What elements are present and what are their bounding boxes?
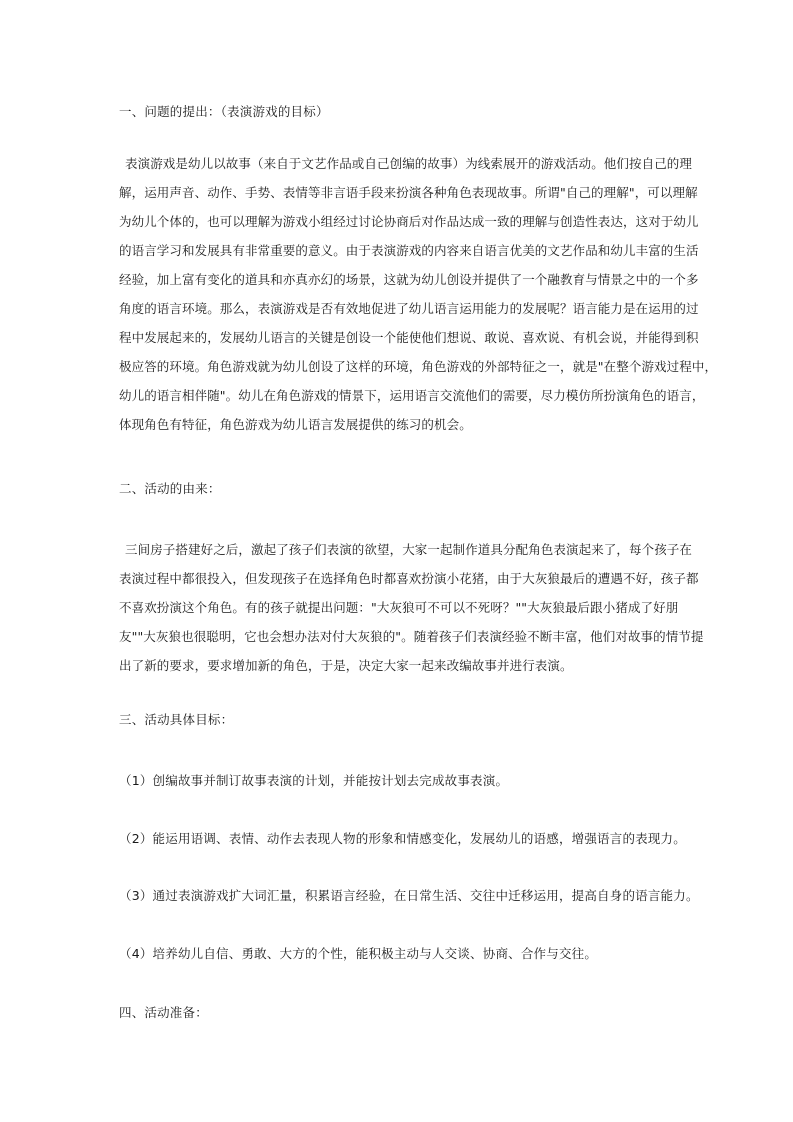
paragraph-line: 不喜欢扮演这个角色。有的孩子就提出问题："大灰狼可不可以不死呀？""大灰狼最后跟小猪成了好朋 — [119, 600, 679, 615]
goal-item-4: （4）培养幼儿自信、勇敢、大方的个性，能积极主动与人交谈、协商、合作与交往。 — [119, 946, 598, 961]
paragraph-line: 三间房子搭建好之后，激起了孩子们表演的欲望，大家一起制作道具分配角色表演起来了，每个孩子在 — [125, 542, 693, 557]
paragraph-line: 经验，加上富有变化的道具和亦真亦幻的场景，这就为幼儿创设并提供了一个融教育与情景之中的一个多 — [119, 272, 699, 287]
paragraph-line: 极应答的环境。角色游戏就为幼儿创设了这样的环境，角色游戏的外部特征之一，就是"在整个游戏过程中， — [119, 359, 718, 374]
section-1-heading: 一、问题的提出：（表演游戏的目标） — [119, 104, 329, 119]
paragraph-line: 的语言学习和发展具有非常重要的意义。由于表演游戏的内容来自语言优美的文艺作品和幼儿丰富的生活 — [119, 243, 699, 258]
section-1-paragraph — [119, 149, 718, 439]
section-2-heading: 二、活动的由来： — [119, 481, 221, 496]
paragraph-line: 表演游戏是幼儿以故事（来自于文艺作品或自己创编的故事）为线索展开的游戏活动。他们按自己的理 — [125, 156, 693, 171]
section-2-paragraph — [119, 535, 704, 680]
section-3-heading: 三、活动具体目标： — [119, 712, 234, 727]
goal-item-3: （3）通过表演游戏扩大词汇量，积累语言经验，在日常生活、交往中迁移运用，提高自身的语言能力。 — [119, 888, 699, 903]
paragraph-line: 表演过程中都很投入，但发现孩子在选择角色时都喜欢扮演小花猪，由于大灰狼最后的遭遇不好，孩子都 — [119, 571, 699, 586]
paragraph-line: 出了新的要求，要求增加新的角色，于是，决定大家一起来改编故事并进行表演。 — [119, 658, 573, 673]
paragraph-line: 体现角色有特征，角色游戏为幼儿语言发展提供的练习的机会。 — [119, 417, 472, 432]
section-4-heading: 四、活动准备： — [119, 1005, 208, 1020]
paragraph-line: 程中发展起来的，发展幼儿语言的关键是创设一个能使他们想说、敢说、喜欢说、有机会说，并能得到积 — [119, 330, 699, 345]
paragraph-line: 为幼儿个体的，也可以理解为游戏小组经过讨论协商后对作品达成一致的理解与创造性表达，这对于幼儿 — [119, 214, 699, 229]
paragraph-line: 幼儿的语言相伴随"。幼儿在角色游戏的情景下，运用语言交流他们的需要，尽力模仿所扮演角色的语言， — [119, 388, 705, 403]
goal-item-2: （2）能运用语调、表情、动作去表现人物的形象和情感变化，发展幼儿的语感，增强语言的表现力。 — [119, 831, 686, 846]
paragraph-line: 角度的语言环境。那么，表演游戏是否有效地促进了幼儿语言运用能力的发展呢？语言能力是在运用的过 — [119, 301, 699, 316]
paragraph-line: 友""大灰狼也很聪明，它也会想办法对付大灰狼的"。随着孩子们表演经验不断丰富，他们对故事的情节提 — [119, 629, 704, 644]
paragraph-line: 解，运用声音、动作、手势、表情等非言语手段来扮演各种角色表现故事。所谓"自己的理解"，可以理解 — [119, 185, 698, 200]
goal-item-1: （1）创编故事并制订故事表演的计划，并能按计划去完成故事表演。 — [119, 773, 509, 788]
